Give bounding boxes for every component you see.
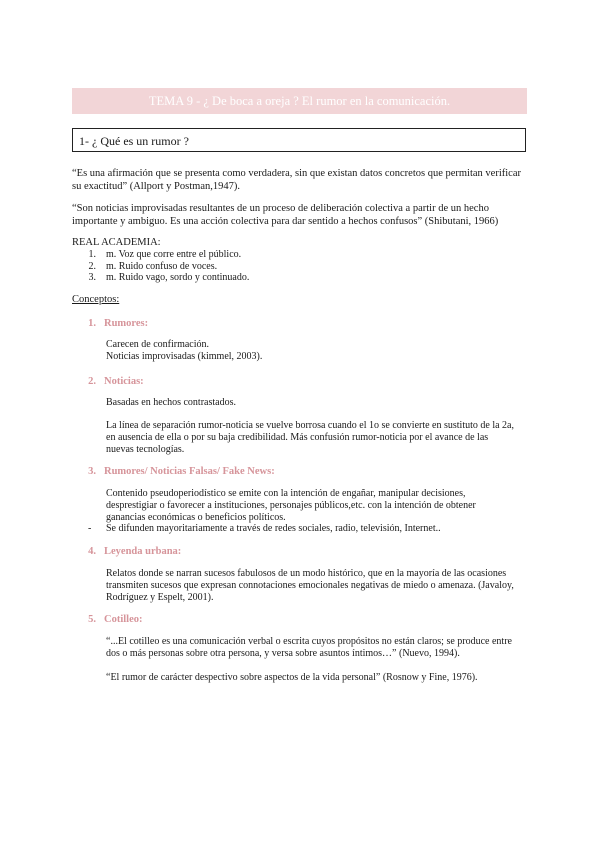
section-heading-cotilleo: 5. Cotilleo: — [88, 614, 143, 625]
conceptos-heading: Conceptos: — [72, 294, 120, 305]
section-question-box: 1- ¿ Qué es un rumor ? — [72, 128, 526, 152]
quote-shibutani: “Son noticias improvisadas resultantes de un proceso de deliberación colectiva a partir de un hecho importante y ambiguo. Es una acción colectiva para dar sentido a hechos confusos” (Shibutani, 1966) — [72, 203, 499, 227]
noticias-line-1: Basadas en hechos contrastados. — [106, 397, 236, 408]
noticias-line-2: La línea de separación rumor-noticia se vuelve borrosa cuando el 1o se convierte en sustituto de la 2a, en ausencia de ella o por su baja credibilidad. Más confusión rumor-noticia por el avance de las nuevas tecnologías. — [106, 420, 514, 455]
quote-allport-postman: “Es una afirmación que se presenta como verdadera, sin que existan datos concretos que permitan verificar su exactitud” (Allport y Postman,1947). — [72, 168, 521, 192]
fake-news-diffusion: Se difunden mayoritariamente a través de redes sociales, radio, televisión, Internet.. — [106, 523, 441, 534]
list-item: 1. m. Voz que corre entre el público. — [88, 249, 242, 260]
list-item: 2. m. Ruido confuso de voces. — [88, 260, 218, 272]
real-academia-list — [72, 249, 249, 284]
section-heading-rumores: 1. Rumores: — [88, 318, 149, 329]
topic-banner: TEMA 9 - ¿ De boca a oreja ? El rumor en la comunicación. — [72, 88, 527, 114]
section-heading-leyenda-urbana: 4. Leyenda urbana: — [88, 546, 182, 557]
fake-news-description: Contenido pseudoperiodístico se emite con la intención de engañar, manipular decisiones, desprestigiar o favorecer a instituciones, personajes públicos,etc. con la intención de obtener ganancias económicas o beneficios políticos. — [106, 488, 476, 523]
dash-bullet: - — [88, 523, 92, 534]
section-heading-noticias: 2. Noticias: — [88, 376, 144, 387]
list-item: 3. m. Ruido vago, sordo y continuado. — [88, 272, 250, 283]
section-heading-fake-news: 3. Rumores/ Noticias Falsas/ Fake News: — [88, 466, 275, 477]
real-academia-heading: REAL ACADEMIA: — [72, 237, 161, 248]
cotilleo-quote-nuevo: “...El cotilleo es una comunicación verbal o escrita cuyos propósitos no están claros; se produce entre dos o más personas sobre otra persona, y versa sobre asuntos íntimos…” (Nuevo, 1994). — [106, 636, 512, 659]
rumores-line-1: Carecen de confirmación. — [106, 339, 210, 350]
cotilleo-quote-rosnow-fine: “El rumor de carácter despectivo sobre aspectos de la vida personal” (Rosnow y Fine, 1976). — [106, 672, 478, 683]
rumores-line-2: Noticias improvisadas (kimmel, 2003). — [106, 351, 263, 362]
leyenda-urbana-description: Relatos donde se narran sucesos fabulosos de un modo histórico, que en la mayoría de las ocasiones transmiten sucesos que expresan connotaciones emocionales negativas de miedo o amenaza. (Javaloy, Rodríguez y Espelt, 2001). — [106, 568, 514, 603]
